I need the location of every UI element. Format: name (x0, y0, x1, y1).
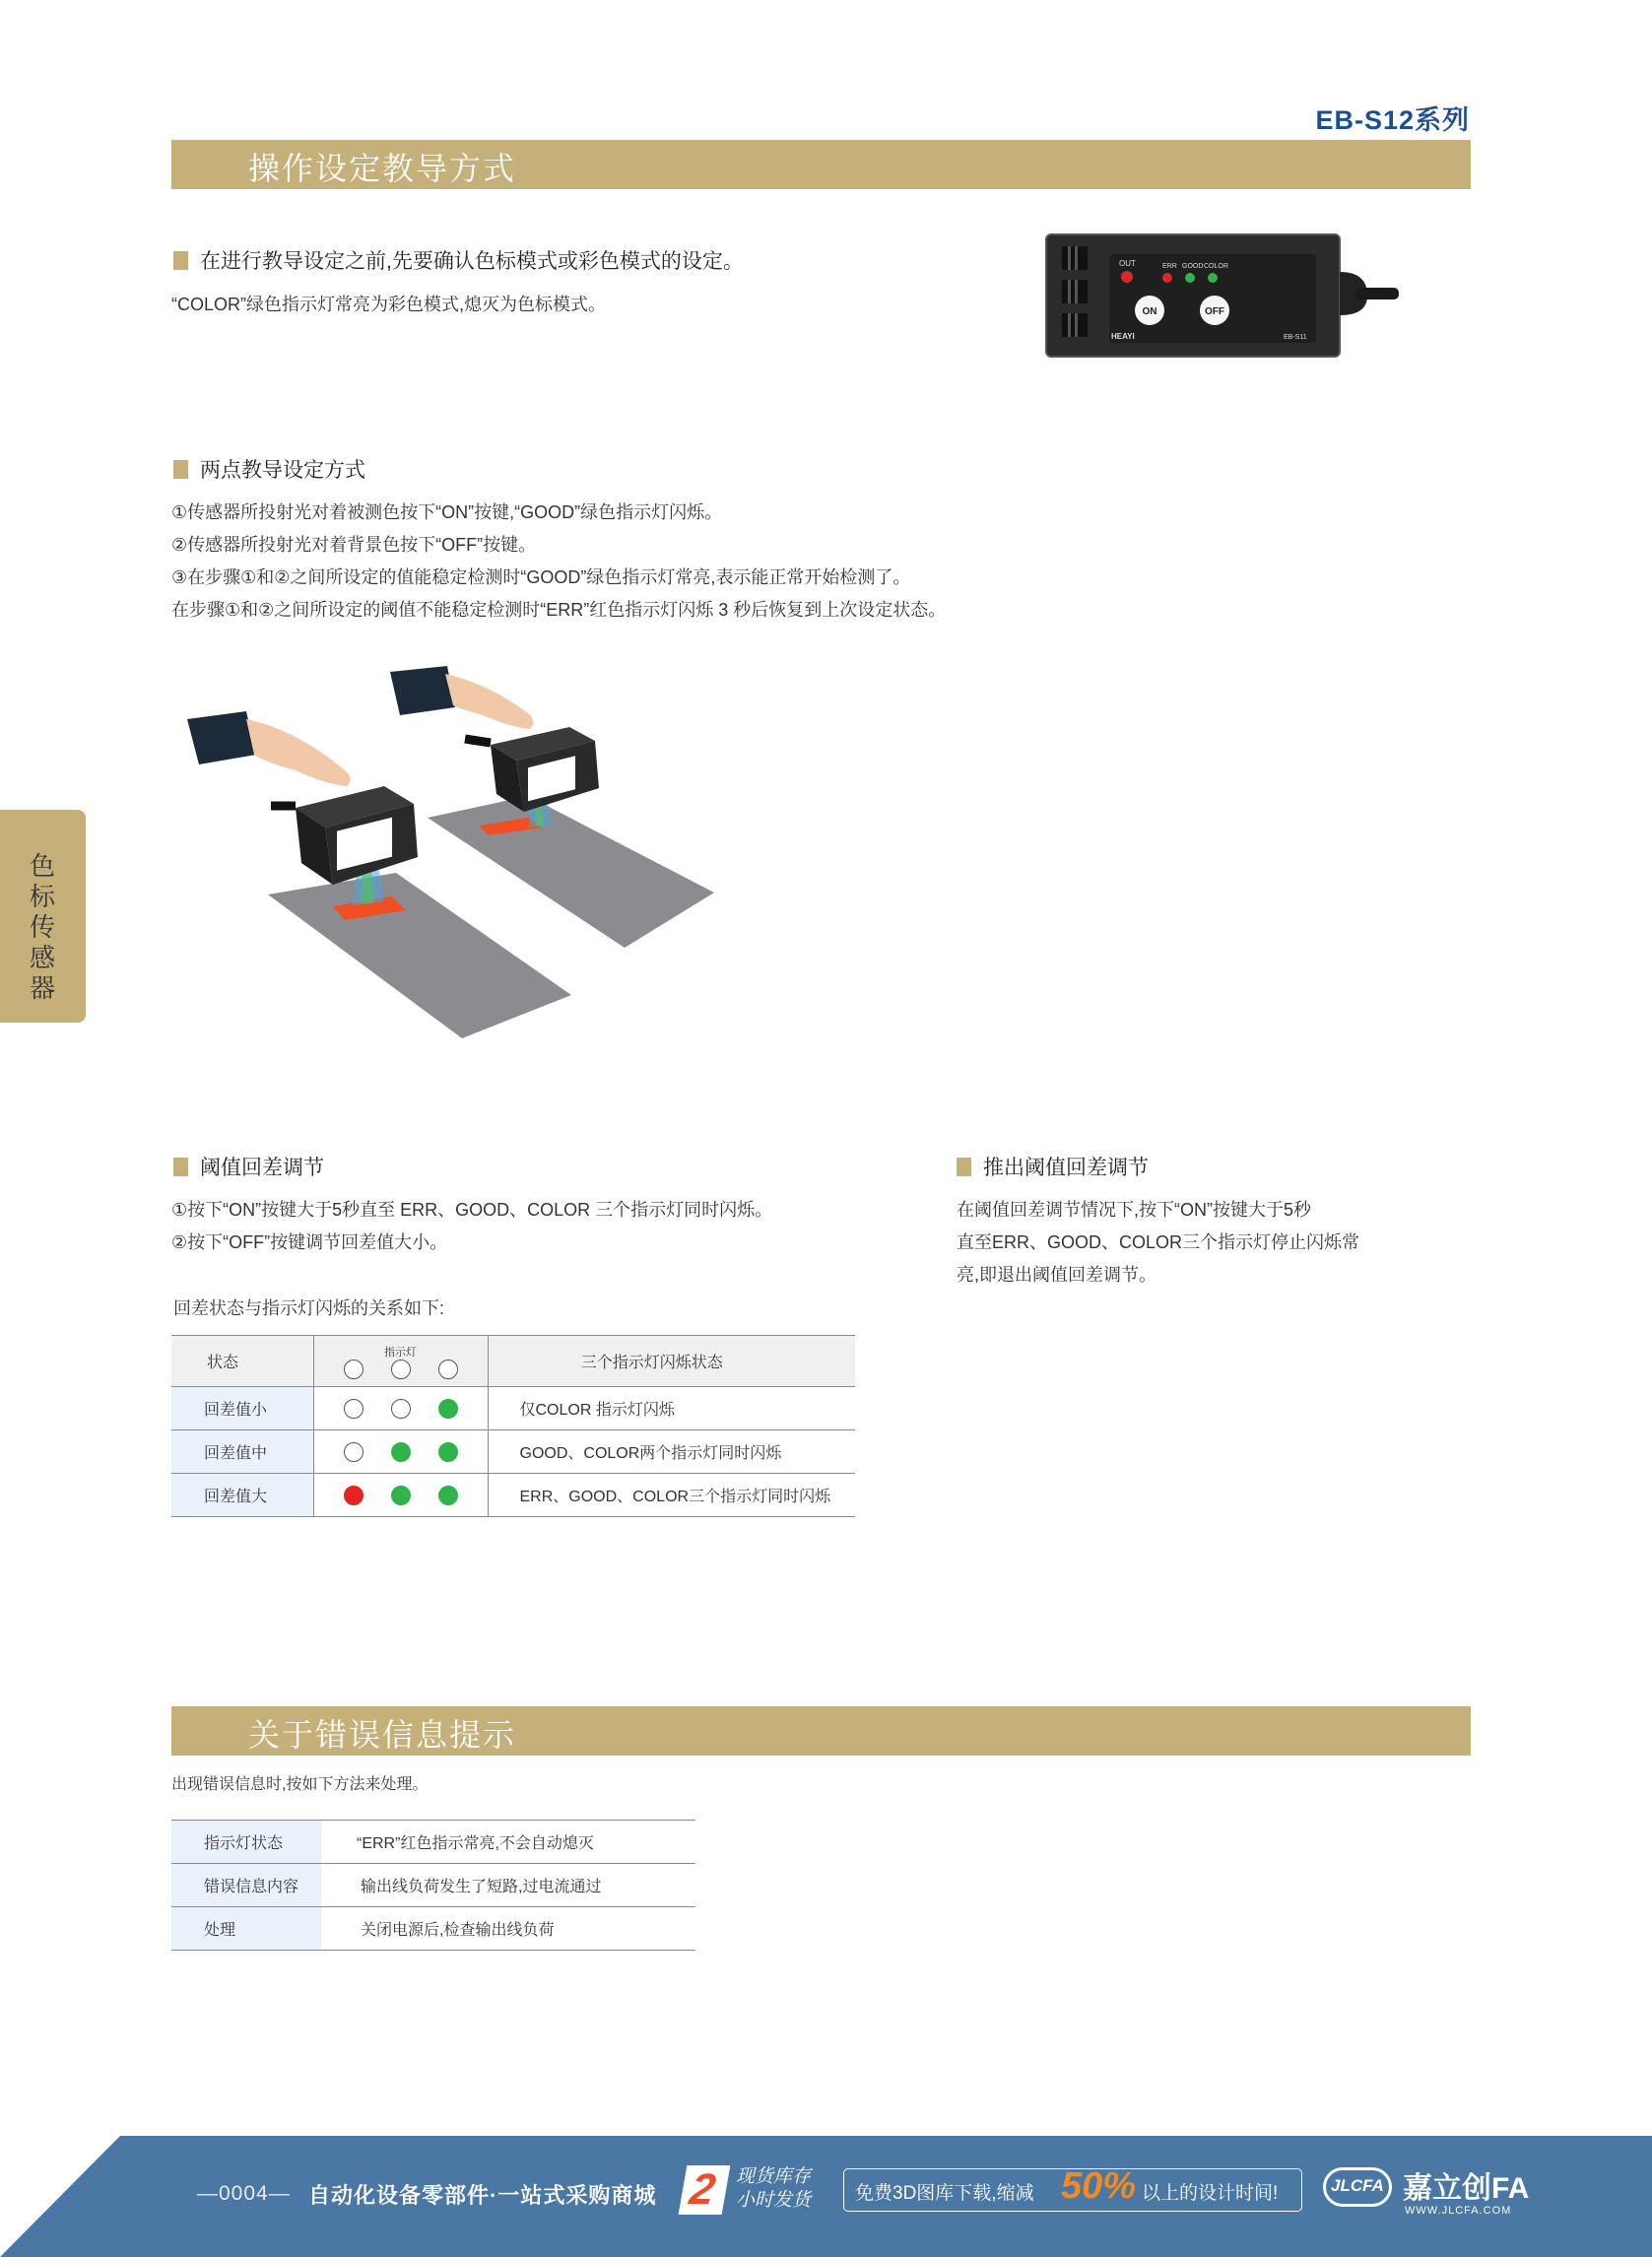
table-row (171, 1864, 695, 1907)
side-tab-label: 色标传感器 (29, 851, 55, 1003)
table-row (171, 1387, 855, 1430)
indicator-circle-icon (344, 1360, 363, 1379)
device-good-label: GOOD (1182, 263, 1204, 270)
indicator-label: 指示灯 (384, 1346, 417, 1359)
logo-text: 嘉立创FA (1403, 2172, 1530, 2205)
led-off-icon (344, 1442, 363, 1462)
step-line: ②按下“OFF”按键调节回差值大小。 (171, 1232, 448, 1252)
two-point-steps (171, 497, 946, 627)
row-desc: GOOD、COLOR两个指示灯同时闪烁 (488, 1430, 855, 1474)
error-row-label: 错误信息内容 (171, 1864, 321, 1907)
device-out-label: OUT (1119, 259, 1136, 268)
device-err-label: ERR (1162, 263, 1177, 270)
row-lights (313, 1387, 488, 1430)
step-line: 在步骤①和②之间所设定的阈值不能稳定检测时“ERR”红色指示灯闪烁 3 秒后恢复到上次设定状态。 (171, 600, 947, 620)
table-row (171, 1474, 855, 1517)
footer-bar (0, 2136, 1652, 2257)
promo-box (843, 2165, 1302, 2212)
side-category-tab (0, 810, 86, 1023)
exit-line: 亮,即退出阈值回差调节。 (957, 1265, 1156, 1285)
badge-line: 小时发货 (736, 2190, 812, 2211)
hysteresis-steps (171, 1194, 772, 1259)
heading-marker (957, 1158, 971, 1176)
row-desc: 仅COLOR 指示灯闪烁 (488, 1387, 855, 1430)
led-green-icon (438, 1399, 458, 1419)
relation-text: 回差状态与指示灯闪烁的关系如下: (173, 1298, 444, 1318)
teaching-illustration (177, 660, 729, 1054)
error-table (171, 1820, 695, 1951)
error-row-label: 指示灯状态 (171, 1821, 321, 1864)
badge-text (736, 2165, 811, 2213)
device-model: EB-S11 (1284, 334, 1307, 341)
logo-mark-text: JLCFA (1331, 2176, 1384, 2195)
error-intro: 出现错误信息时,按如下方法来处理。 (171, 1776, 429, 1793)
error-row-value: 输出线负荷发生了短路,过电流通过 (321, 1864, 695, 1907)
hysteresis-table (171, 1335, 855, 1517)
col-indicator-header (313, 1336, 488, 1387)
led-green-icon (391, 1486, 411, 1505)
step-line: ③在步骤①和②之间所设定的值能稳定检测时“GOOD”绿色指示灯常亮,表示能正常开始检测了。 (171, 567, 911, 587)
led-off-icon (344, 1399, 363, 1419)
section-title: 关于错误信息提示 (248, 1717, 517, 1753)
page-number: —0004— (197, 2182, 291, 2205)
section-title: 操作设定教导方式 (248, 151, 517, 186)
section-banner-teaching (171, 140, 1471, 189)
error-row-label: 处理 (171, 1907, 321, 1951)
device-color-label: COLOR (1204, 263, 1228, 270)
row-desc: ERR、GOOD、COLOR三个指示灯同时闪烁 (488, 1474, 855, 1517)
col-state-header: 状态 (171, 1336, 313, 1387)
hysteresis-heading-text: 阈值回差调节 (200, 1157, 324, 1179)
logo-mark-icon (1323, 2167, 1392, 2207)
exit-text (957, 1194, 1359, 1292)
row-state: 回差值小 (171, 1387, 313, 1430)
led-off-icon (391, 1399, 411, 1419)
sensor-device-graphic (1042, 229, 1402, 362)
device-off-label: OFF (1205, 306, 1224, 317)
two-point-heading-text: 两点教导设定方式 (200, 459, 365, 482)
badge-line: 现货库存 (736, 2166, 812, 2187)
promo-prefix: 免费3D图库下载,缩减 (855, 2183, 1034, 2204)
exit-heading (957, 1152, 1149, 1181)
led-green-icon (391, 1442, 411, 1462)
led-green-icon (438, 1442, 458, 1462)
table-row (171, 1821, 695, 1864)
step-line: ①传感器所投射光对着被测色按下“ON”按键,“GOOD”绿色指示灯闪烁。 (171, 502, 723, 522)
promo-percent: 50% (1061, 2165, 1137, 2207)
promo-suffix: 以上的设计时间! (1142, 2183, 1279, 2204)
exit-line: 在阈值回差调节情况下,按下“ON”按键大于5秒 (957, 1200, 1311, 1220)
error-row-value: “ERR”红色指示常亮,不会自动熄灭 (321, 1821, 695, 1864)
stock-badge (679, 2165, 731, 2215)
logo-url: WWW.JLCFA.COM (1405, 2205, 1512, 2217)
led-red-icon (344, 1486, 363, 1505)
badge-number: 2 (686, 2165, 719, 2214)
device-illustration (1042, 229, 1402, 362)
device-brand: HEAYI (1111, 332, 1135, 341)
table-row (171, 1907, 695, 1951)
heading-marker (173, 460, 188, 479)
row-state: 回差值中 (171, 1430, 313, 1474)
section-banner-error (171, 1706, 1471, 1756)
hysteresis-heading (173, 1152, 324, 1181)
row-lights (313, 1430, 488, 1474)
indicator-circle-icon (391, 1360, 411, 1379)
led-green-icon (438, 1486, 458, 1505)
hands-pressing-sensors-graphic (177, 660, 729, 1054)
indicator-circle-icon (438, 1360, 458, 1379)
step-line: ①按下“ON”按键大于5秒直至 ERR、GOOD、COLOR 三个指示灯同时闪烁。 (171, 1200, 773, 1220)
row-lights (313, 1474, 488, 1517)
col-desc-header: 三个指示灯闪烁状态 (488, 1336, 855, 1387)
exit-heading-text: 推出阈值回差调节 (983, 1157, 1149, 1179)
series-label: EB-S12系列 (1315, 105, 1470, 135)
error-row-value: 关闭电源后,检查输出线负荷 (321, 1907, 695, 1951)
two-point-heading (173, 454, 365, 484)
device-on-label: ON (1142, 306, 1157, 317)
row-state: 回差值大 (171, 1474, 313, 1517)
table-row (171, 1430, 855, 1474)
intro-text: “COLOR”绿色指示灯常亮为彩色模式,熄灭为色标模式。 (171, 295, 606, 314)
intro-heading (173, 245, 744, 275)
intro-heading-text: 在进行教导设定之前,先要确认色标模式或彩色模式的设定。 (200, 250, 744, 273)
table-header-row (171, 1336, 855, 1387)
exit-line: 直至ERR、GOOD、COLOR三个指示灯停止闪烁常 (957, 1232, 1360, 1252)
step-line: ②传感器所投射光对着背景色按下“OFF”按键。 (171, 535, 537, 555)
footer-slogan: 自动化设备零部件·一站式采购商城 (308, 2183, 657, 2208)
heading-marker (173, 251, 188, 270)
heading-marker (173, 1158, 188, 1176)
